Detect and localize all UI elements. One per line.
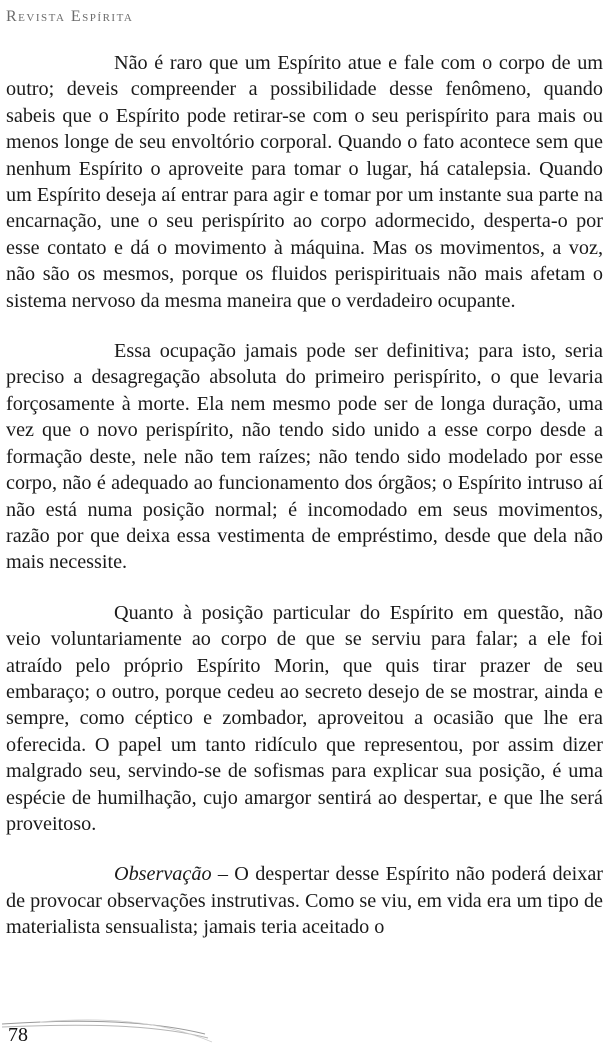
running-header: Revista Espírita	[6, 8, 134, 25]
page-body	[6, 50, 603, 941]
observation-lead: Observação	[114, 863, 212, 886]
paragraph-2: Essa ocupação jamais pode ser definitiva; para isto, seria preciso a desagregação absoluta do primeiro perispírito, o que levaria forçosamente à morte. Ela nem mesmo pode ser de longa duração, uma vez que o novo perispírito, não tendo sido unido a esse corpo desde a formação deste, nele não tem raízes; não tendo sido modelado por esse corpo, não é adequado ao funcionamento dos órgãos; o Espírito intruso aí não está numa posição normal; é incomodado em seus movimentos, razão por que deixa essa vestimenta de empréstimo, desde que dela não mais necessite.	[6, 340, 603, 574]
paragraph-1: Não é raro que um Espírito atue e fale com o corpo de um outro; deveis compreender a possibilidade desse fenômeno, quando sabeis que o Espírito pode retirar-se com o seu perispírito para mais ou menos longe de seu envoltório corporal. Quando o fato acontece sem que nenhum Espírito o aproveite para tomar o lugar, há catalepsia. Quando um Espírito deseja aí entrar para agir e tomar por um instante sua parte na encarnação, une o seu perispírito ao corpo adormecido, desperta-o por esse contato e dá o movimento à máquina. Mas os movimentos, a voz, não são os mesmos, porque os fluidos perispirituais não mais afetam o sistema nervoso da mesma maneira que o verdadeiro ocupante.	[6, 52, 603, 312]
observation-text: – O despertar desse Espírito não poderá deixar de provocar observações instrutivas. Como se viu, em vida era um tipo de materialista sensualista; jamais teria aceitado o	[6, 863, 603, 939]
page-number: 78	[8, 1024, 28, 1046]
footer-swoosh-ornament	[0, 1008, 220, 1048]
paragraph-3: Quanto à posição particular do Espírito em questão, não veio voluntariamente ao corpo de que se serviu para falar; a ele foi atraído pelo próprio Espírito Morin, que quis tirar prazer de seu embaraço; o outro, porque cedeu ao secreto desejo de se mostrar, ainda e sempre, como céptico e zombador, aproveitou a ocasião que lhe era oferecida. O papel um tanto ridículo que representou, por assim dizer malgrado seu, servindo-se de sofismas para explicar sua posição, é uma espécie de humilhação, cujo amargor sentirá ao despertar, e que lhe será proveitoso.	[6, 601, 603, 835]
paragraph-4	[6, 861, 603, 940]
